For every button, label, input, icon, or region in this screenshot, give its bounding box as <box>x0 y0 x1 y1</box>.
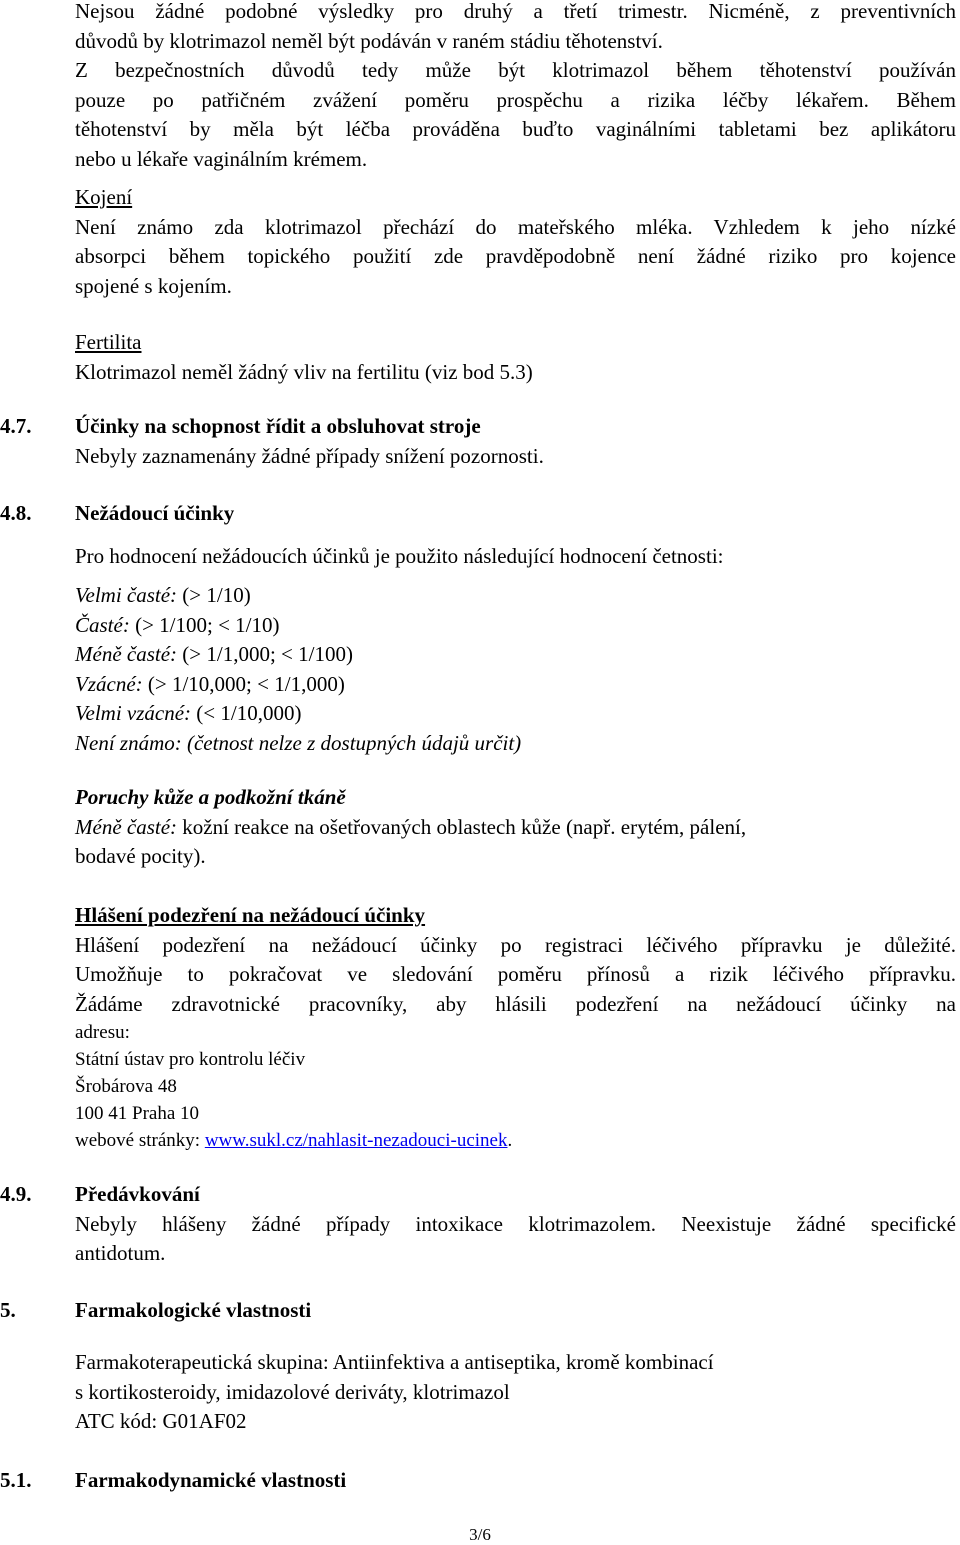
reporting-section <box>75 901 956 1154</box>
frequency-label: Velmi vzácné: <box>75 701 192 725</box>
pregnancy-line: pouze po patřičném zvážení poměru prospěchu a rizika léčby lékařem. Během <box>75 87 956 112</box>
frequency-value: (> 1/1,000; < 1/100) <box>177 642 353 666</box>
section-number: 4.9. <box>0 1182 32 1206</box>
page-number: 3/6 <box>469 1525 491 1544</box>
reporting-line: adresu: <box>75 1022 130 1043</box>
frequency-item <box>75 699 956 729</box>
breastfeeding-line: spojené s kojením. <box>75 273 232 298</box>
section-number: 4.8. <box>0 501 32 525</box>
pharmacotherapeutic-group <box>75 1348 956 1437</box>
fertility-text: Klotrimazol neměl žádný vliv na fertilitu (viz bod 5.3) <box>75 359 533 384</box>
fertility-section <box>75 328 956 387</box>
section-text: Nebyly zaznamenány žádné případy snížení pozornosti. <box>75 443 544 468</box>
web-line <box>75 1127 956 1154</box>
section-text: antidotum. <box>75 1241 166 1265</box>
frequency-label: Není známo: (četnost nelze z dostupných údajů určit) <box>75 730 522 755</box>
breastfeeding-section <box>75 183 956 301</box>
skin-heading: Poruchy kůže a podkožní tkáně <box>75 785 346 809</box>
frequency-item <box>75 640 956 670</box>
section-title: Předávkování <box>75 1182 200 1206</box>
section-title: Účinky na schopnost řídit a obsluhovat stroje <box>75 414 481 438</box>
address-line: Státní ústav pro kontrolu léčiv <box>75 1049 306 1070</box>
address-line: Šrobárova 48 <box>75 1076 177 1097</box>
pregnancy-paragraph <box>75 0 956 174</box>
breastfeeding-line: absorpci během topického použití zde pravděpodobně není žádné riziko pro kojence <box>75 244 956 268</box>
skin-line <box>75 813 956 843</box>
section-title: Farmakologické vlastnosti <box>75 1298 312 1322</box>
frequency-item <box>75 611 956 641</box>
skin-text: kožní reakce na ošetřovaných oblastech kůže (např. erytém, pálení, <box>177 814 747 839</box>
web-end: . <box>507 1130 513 1151</box>
reporting-heading: Hlášení podezření na nežádoucí účinky <box>75 903 426 927</box>
frequency-value: (> 1/10,000; < 1/1,000) <box>142 671 345 696</box>
frequency-intro-text: Pro hodnocení nežádoucích účinků je použito následující hodnocení četnosti: <box>75 544 724 568</box>
frequency-value: (< 1/10,000) <box>191 701 302 725</box>
skin-label: Méně časté: <box>75 814 178 839</box>
pregnancy-line: důvodů by klotrimazol neměl být podáván v raném stádiu těhotenství. <box>75 28 663 53</box>
frequency-value: (> 1/100; < 1/10) <box>129 612 280 637</box>
pregnancy-line: nebo u lékaře vaginálním krémem. <box>75 146 368 171</box>
frequency-list <box>75 581 956 758</box>
frequency-label: Časté: <box>75 612 130 637</box>
section-title: Farmakodynamické vlastnosti <box>75 1468 347 1492</box>
frequency-item <box>75 670 956 700</box>
pregnancy-line: těhotenství by měla být léčba prováděna buďto vaginálními tabletami bez aplikátoru <box>75 117 956 141</box>
atc-code: ATC kód: G01AF02 <box>75 1409 247 1433</box>
skin-line: bodavé pocity). <box>75 844 206 868</box>
frequency-value: (> 1/10) <box>177 583 251 607</box>
reporting-line: Žádáme zdravotnické pracovníky, aby hlásili podezření na nežádoucí účinky na <box>75 991 956 1016</box>
frequency-intro <box>75 542 956 572</box>
frequency-label: Velmi časté: <box>75 583 178 607</box>
address-line: 100 41 Praha 10 <box>75 1103 200 1124</box>
group-line: Farmakoterapeutická skupina: Antiinfektiva a antiseptika, kromě kombinací <box>75 1350 714 1374</box>
frequency-item <box>75 729 956 759</box>
pregnancy-line: Nejsou žádné podobné výsledky pro druhý a třetí trimestr. Nicméně, z preventivních <box>75 0 956 23</box>
skin-disorders <box>75 783 956 872</box>
section-title: Nežádoucí účinky <box>75 501 235 525</box>
group-line: s kortikosteroidy, imidazolové deriváty, klotrimazol <box>75 1379 510 1404</box>
web-link[interactable]: www.sukl.cz/nahlasit-nezadouci-ucinek <box>204 1130 508 1151</box>
section-number: 5.1. <box>0 1468 32 1492</box>
section-number: 5. <box>0 1298 16 1322</box>
pregnancy-line: Z bezpečnostních důvodů tedy může být klotrimazol během těhotenství používán <box>75 58 956 82</box>
reporting-line: Hlášení podezření na nežádoucí účinky po registraci léčivého přípravku je důležité. <box>75 932 956 957</box>
frequency-item <box>75 581 956 611</box>
section-number: 4.7. <box>0 414 32 438</box>
breastfeeding-line: Není známo zda klotrimazol přechází do mateřského mléka. Vzhledem k jeho nízké <box>75 214 956 239</box>
breastfeeding-heading: Kojení <box>75 185 133 209</box>
frequency-label: Vzácné: <box>75 671 143 696</box>
fertility-heading: Fertilita <box>75 330 142 354</box>
section-text: Nebyly hlášeny žádné případy intoxikace klotrimazolem. Neexistuje žádné specifické <box>75 1211 956 1236</box>
frequency-label: Méně časté: <box>75 642 178 666</box>
reporting-line: Umožňuje to pokračovat ve sledování poměru přínosů a rizik léčivého přípravku. <box>75 962 956 986</box>
web-label: webové stránky: <box>75 1130 205 1151</box>
